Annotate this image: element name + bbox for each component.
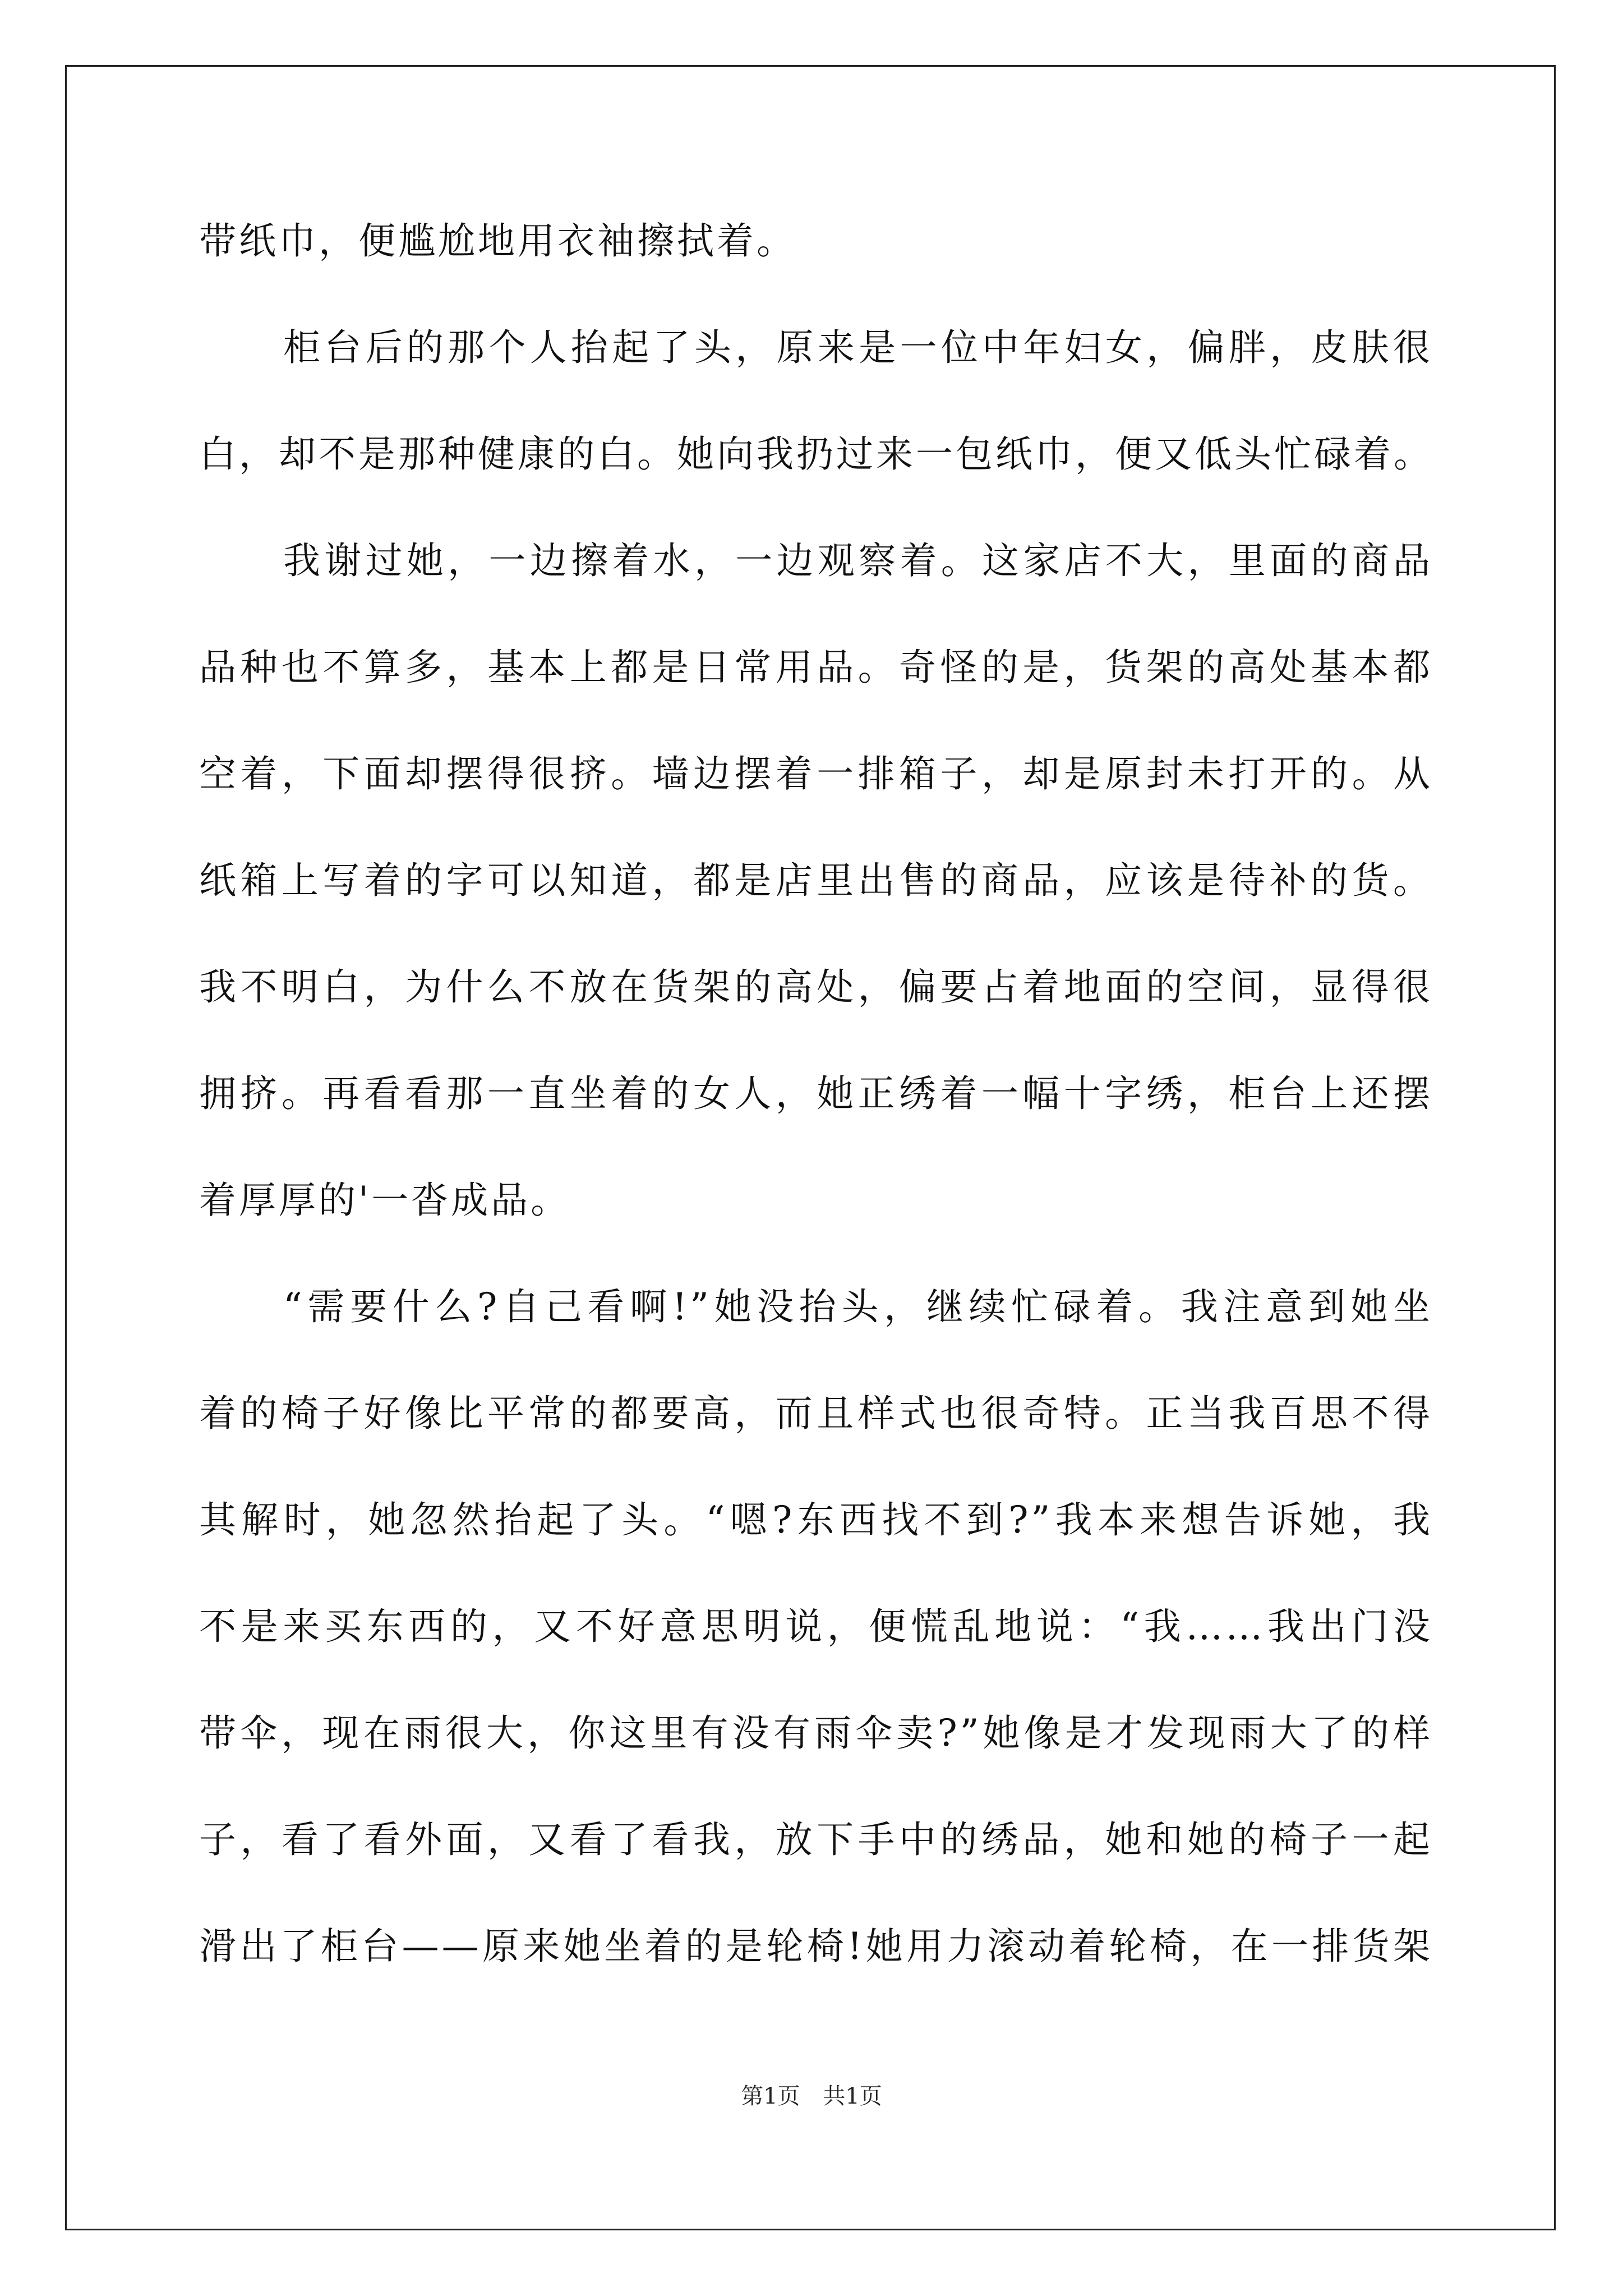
text-line: 品种也不算多，基本上都是日常用品。奇怪的是，货架的高处基本都 xyxy=(199,646,1433,689)
page-border xyxy=(65,65,1556,2230)
text-line: 我不明白，为什么不放在货架的高处，偏要占着地面的空间，显得很 xyxy=(199,965,1433,1009)
text-line: 柜台后的那个人抬起了头，原来是一位中年妇女，偏胖，皮肤很 xyxy=(283,326,1433,369)
text-line: 着厚厚的'一沓成品。 xyxy=(199,1179,571,1222)
text-line: 空着，下面却摆得很挤。墙边摆着一排箱子，却是原封未打开的。从 xyxy=(199,752,1433,795)
text-line: 滑出了柜台——原来她坐着的是轮椅!她用力滚动着轮椅，在一排货架 xyxy=(199,1925,1433,1968)
text-line: 带伞，现在雨很大，你这里有没有雨伞卖?”她像是才发现雨大了的样 xyxy=(199,1711,1433,1755)
page-footer xyxy=(0,2078,1623,2110)
text-line: 拥挤。再看看那一直坐着的女人，她正绣着一幅十字绣，柜台上还摆 xyxy=(199,1072,1433,1115)
text-line: 其解时，她忽然抬起了头。“嗯?东西找不到?”我本来想告诉她，我 xyxy=(199,1498,1433,1542)
text-line: 子，看了看外面，又看了看我，放下手中的绣品，她和她的椅子一起 xyxy=(199,1818,1433,1861)
page-total: 共1页 xyxy=(823,2083,882,2109)
text-line: “需要什么?自己看啊!”她没抬头，继续忙碌着。我注意到她坐 xyxy=(283,1285,1433,1328)
text-line: 着的椅子好像比平常的都要高，而且样式也很奇特。正当我百思不得 xyxy=(199,1392,1433,1435)
text-line: 带纸巾，便尴尬地用衣袖擦拭着。 xyxy=(199,219,796,263)
text-line: 白，却不是那种健康的白。她向我扔过来一包纸巾，便又低头忙碌着。 xyxy=(199,432,1433,476)
text-line: 纸箱上写着的字可以知道，都是店里出售的商品，应该是待补的货。 xyxy=(199,859,1433,902)
page-number: 第1页 xyxy=(741,2083,800,2109)
text-line: 我谢过她，一边擦着水，一边观察着。这家店不大，里面的商品 xyxy=(283,539,1433,582)
text-line: 不是来买东西的，又不好意思明说，便慌乱地说：“我……我出门没 xyxy=(199,1605,1433,1648)
